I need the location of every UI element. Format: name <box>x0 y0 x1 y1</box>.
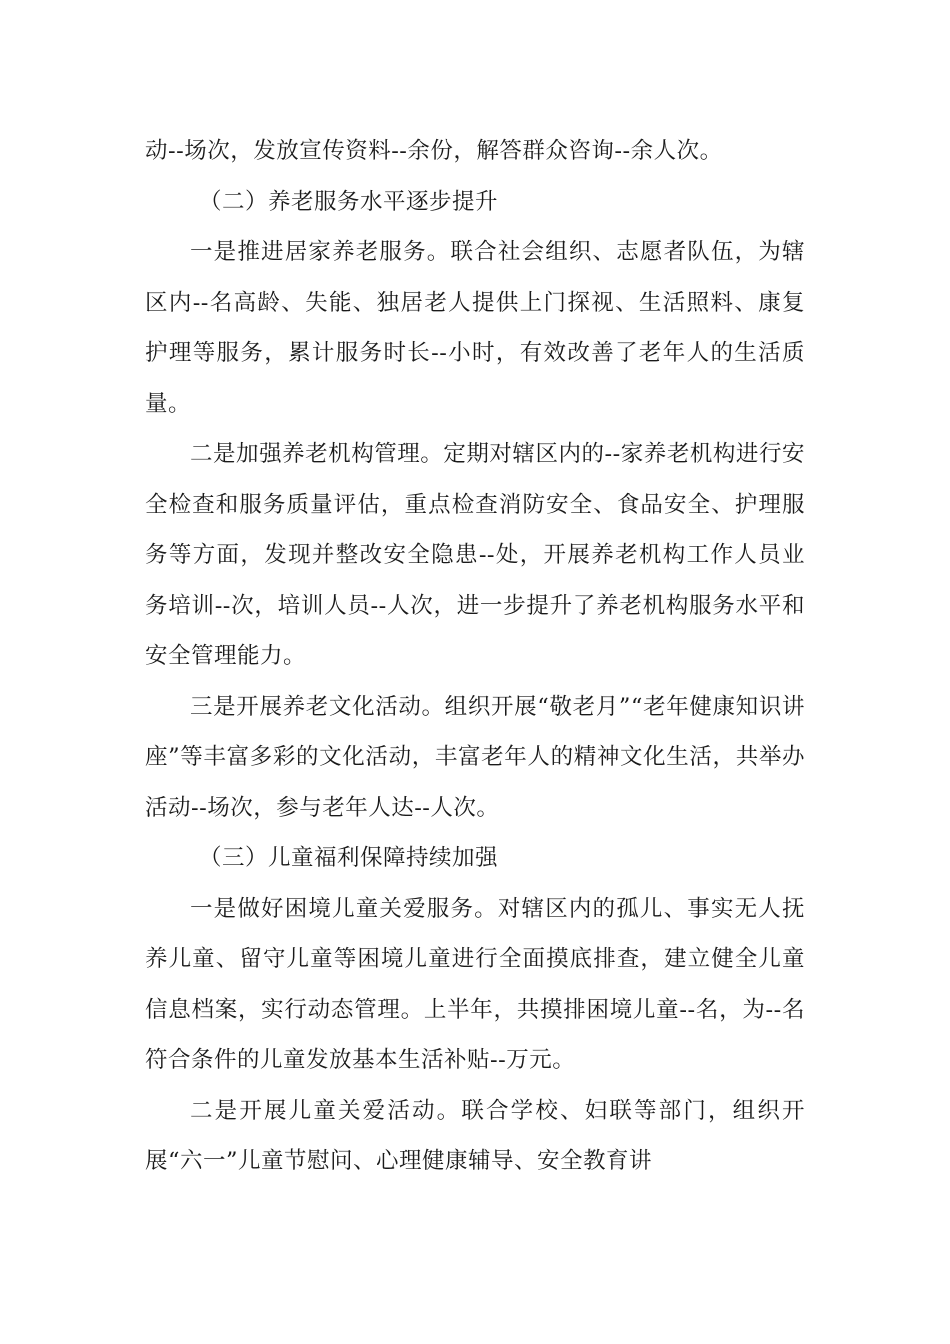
paragraph-institution-management: 二是加强养老机构管理。定期对辖区内的--家养老机构进行安全检查和服务质量评估，重点检查消防安全、食品安全、护理服务等方面，发现并整改安全隐患--处，开展养老机构工作人员业务培训--次，培训人员--人次，进一步提升了养老机构服务水平和安全管理能力。 <box>145 441 805 669</box>
paragraph-continuation: 动--场次，发放宣传资料--余份，解答群众咨询--余人次。 <box>145 138 723 164</box>
paragraph-home-care: 一是推进居家养老服务。联合社会组织、志愿者队伍，为辖区内--名高龄、失能、独居老人提供上门探视、生活照料、康复护理等服务，累计服务时长--小时，有效改善了老年人的生活质量。 <box>145 239 805 417</box>
document-page <box>145 126 805 1187</box>
paragraph-children-in-difficulty: 一是做好困境儿童关爱服务。对辖区内的孤儿、事实无人抚养儿童、留守儿童等困境儿童进行全面摸底排查，建立健全儿童信息档案，实行动态管理。上半年，共摸排困境儿童--名，为--名符合条件的儿童发放基本生活补贴--万元。 <box>145 895 805 1073</box>
section-heading-child-welfare: （三）儿童福利保障持续加强 <box>199 845 499 871</box>
paragraph-cultural-activities: 三是开展养老文化活动。组织开展“敬老月”“老年健康知识讲座”等丰富多彩的文化活动，丰富老年人的精神文化生活，共举办活动--场次，参与老年人达--人次。 <box>145 693 805 821</box>
paragraph-child-care-activities: 二是开展儿童关爱活动。联合学校、妇联等部门，组织开展“六一”儿童节慰问、心理健康辅导、安全教育讲 <box>145 1097 805 1174</box>
section-heading-elderly-care: （二）养老服务水平逐步提升 <box>199 188 499 215</box>
